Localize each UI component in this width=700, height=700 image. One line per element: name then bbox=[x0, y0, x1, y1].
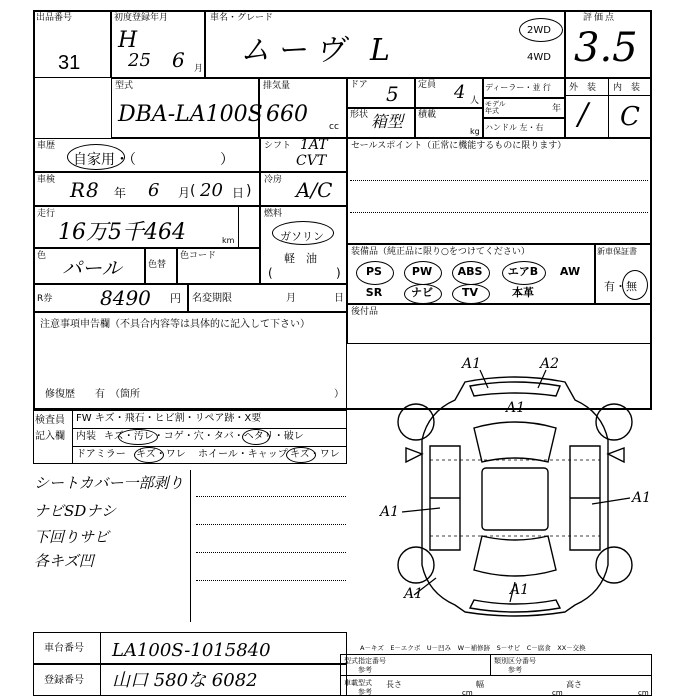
damage-mark-hood: A1 bbox=[506, 400, 526, 416]
repair-history-label: 修復歴 有 （箇所 bbox=[45, 389, 140, 400]
inspector-row-2-label: 内装 bbox=[76, 431, 96, 442]
notes-guide-1 bbox=[196, 496, 346, 497]
ps-circle bbox=[356, 261, 394, 285]
drive-2wd: 2WD bbox=[527, 25, 551, 36]
height-label: 高さ bbox=[566, 680, 582, 689]
mark-leader-left bbox=[402, 508, 440, 512]
inspector-circle-mirror bbox=[134, 447, 164, 463]
inspector-row-3a: ドアミラー bbox=[76, 449, 126, 460]
notes-guide-3 bbox=[196, 552, 346, 553]
fuel-diesel: 軽 油 bbox=[284, 252, 317, 265]
height-cm: cm bbox=[638, 689, 649, 697]
ac-label: 冷房 bbox=[264, 175, 283, 185]
damage-legend: A－キズ E－エクボ U－凹み W－補修跡 S－サビ C－腐食 XX－交換 bbox=[360, 644, 586, 652]
first-registration-month-unit: 月 bbox=[194, 64, 204, 74]
abs-circle bbox=[452, 261, 490, 285]
usage-value: 自家用・（ ） bbox=[73, 152, 234, 168]
ext-int-split bbox=[608, 78, 609, 138]
class-number-label: 類別区分番号 bbox=[494, 657, 536, 665]
equip-navi: ナビ bbox=[411, 286, 433, 299]
shape-value: 箱型 bbox=[371, 112, 404, 131]
displacement-label: 排気量 bbox=[263, 81, 291, 91]
reg-type-ref: 参考 bbox=[358, 688, 372, 696]
warranty-circle bbox=[622, 270, 648, 300]
model-year-unit: 年 bbox=[552, 104, 562, 114]
class-number-ref: 参考 bbox=[508, 666, 522, 674]
fuel-paren-close: ) bbox=[336, 266, 341, 280]
airbag-circle bbox=[502, 261, 546, 285]
fuel-paren: ( bbox=[268, 266, 273, 280]
inspector-row-1: FW キズ・飛石・ヒビ割・リペア跡・X要 bbox=[76, 413, 262, 424]
notes-guide-2 bbox=[196, 524, 346, 525]
rear-window bbox=[474, 536, 556, 576]
first-registration-year: 25 bbox=[128, 50, 151, 71]
equip-pw: PW bbox=[411, 265, 433, 278]
handwritten-note-4: 各キズ凹 bbox=[34, 552, 94, 570]
inspector-circle-wheel bbox=[286, 447, 316, 463]
inspection-day-unit: 日 bbox=[232, 186, 245, 200]
shift-value: 1AT bbox=[300, 137, 328, 153]
displacement-value: 660 bbox=[266, 102, 308, 127]
warranty-label: 新車保証書 bbox=[597, 247, 637, 256]
reg-type-label: 車載型式 bbox=[344, 679, 372, 687]
inspector-row-line-1 bbox=[72, 428, 347, 429]
right-mirror bbox=[608, 448, 624, 462]
sales-line-2 bbox=[350, 212, 648, 213]
type-designation-split bbox=[490, 654, 491, 675]
pw-circle bbox=[404, 261, 442, 285]
damage-mark-rear: A1 bbox=[510, 582, 530, 598]
rear-bumper bbox=[470, 600, 560, 612]
inspector-label-1: 検査員 bbox=[35, 415, 65, 426]
shape-label: 形状 bbox=[350, 110, 369, 120]
grade-value: 3.5 bbox=[574, 25, 638, 71]
grade-label: 評価点 bbox=[583, 13, 617, 23]
first-registration-era: H bbox=[118, 28, 138, 53]
inspector-split bbox=[72, 410, 73, 464]
exterior-grade: / bbox=[578, 97, 589, 132]
equip-ps: PS bbox=[366, 265, 382, 278]
recycle-value: 8490 bbox=[100, 286, 151, 310]
damage-mark-front-right: A2 bbox=[540, 356, 560, 372]
inspection-paren-open: ( bbox=[190, 183, 196, 199]
usage-circle bbox=[67, 144, 125, 170]
chassis-value: LA100S-1015840 bbox=[112, 640, 271, 661]
registration-split bbox=[100, 664, 101, 696]
equip-airbag: エアB bbox=[507, 265, 539, 278]
mark-leader-right bbox=[592, 498, 630, 504]
repair-history-close: ） bbox=[334, 389, 344, 400]
chassis-split bbox=[100, 632, 101, 664]
model-year-label: モデル年式 bbox=[485, 100, 506, 115]
damage-mark-left: A1 bbox=[380, 504, 400, 520]
cc-unit: cc bbox=[329, 122, 339, 132]
navi-circle bbox=[404, 284, 442, 304]
registration-label: 登録番号 bbox=[44, 675, 84, 686]
inspection-day: 20 bbox=[200, 180, 223, 201]
equip-sr: SR bbox=[365, 286, 383, 299]
type-designation-divider bbox=[340, 675, 652, 676]
model-name: ムーヴ L bbox=[240, 33, 398, 68]
fuel-value: ガソリン bbox=[280, 230, 324, 243]
inspection-paren-close: ) bbox=[246, 183, 252, 199]
notes-label: 注意事項申告欄（不具合内容等は具体的に記入して下さい） bbox=[40, 319, 310, 330]
name-change-day: 日 bbox=[334, 293, 344, 304]
name-change-month: 月 bbox=[286, 293, 296, 304]
color-change-label: 色替 bbox=[148, 260, 167, 270]
inspector-circle-interior bbox=[118, 429, 158, 445]
equipment-label: 装備品（純正品に限り○をつけてください） bbox=[351, 247, 530, 257]
color-code-label: 色コード bbox=[180, 251, 217, 261]
color-label: 色 bbox=[37, 251, 47, 261]
equip-tv: TV bbox=[461, 286, 479, 299]
sales-point-box bbox=[347, 138, 652, 244]
yen-unit: 円 bbox=[170, 292, 181, 305]
type-number-ref: 参考 bbox=[358, 666, 372, 674]
fuel-circle bbox=[272, 221, 334, 245]
lot-number-label: 出品番号 bbox=[36, 13, 73, 23]
door-label: ドア bbox=[350, 80, 368, 90]
usage-label: 車歴 bbox=[37, 141, 56, 151]
exterior-label: 外 装 bbox=[569, 83, 597, 93]
inspector-row-3c: ホイール・キャップ bbox=[198, 449, 288, 460]
windshield bbox=[474, 422, 556, 462]
inspection-year-unit: 年 bbox=[114, 186, 127, 200]
mileage-value: 16万5千464 bbox=[58, 220, 186, 245]
interior-grade: C bbox=[620, 102, 640, 132]
fuel-label: 燃料 bbox=[264, 209, 283, 219]
handwritten-note-1: シートカバー一部剥り bbox=[34, 474, 184, 492]
aftermarket-label: 後付品 bbox=[351, 307, 379, 317]
type-value: DBA-LA100S bbox=[118, 102, 263, 127]
handle-label: ハンドル 左・右 bbox=[485, 123, 544, 132]
front-bumper bbox=[470, 382, 560, 396]
handwritten-note-2: ナビSDナシ bbox=[34, 502, 117, 520]
inspection-label: 車検 bbox=[37, 175, 56, 185]
left-mirror bbox=[406, 448, 422, 462]
inspector-row-2: キズ・汚レ・コゲ・穴・タバ・ヘタリ・破レ bbox=[104, 431, 304, 442]
width-cm: cm bbox=[552, 689, 563, 697]
rear-right-wheel bbox=[596, 547, 632, 583]
inspection-box bbox=[33, 172, 260, 206]
name-change-label: 名変期限 bbox=[192, 293, 232, 304]
car-damage-diagram bbox=[370, 350, 660, 625]
inspector-circle-tabako bbox=[242, 429, 270, 445]
ac-value: A/C bbox=[296, 178, 333, 202]
drive-2wd-circle bbox=[519, 18, 563, 42]
shift-value-cvt: CVT bbox=[296, 153, 327, 169]
rear-left-wheel bbox=[398, 547, 434, 583]
interior-label: 内 装 bbox=[613, 83, 641, 93]
damage-mark-rear-left: A1 bbox=[404, 586, 424, 602]
inspector-row-3d: キズ・ワレ bbox=[290, 449, 340, 460]
first-registration-label: 初度登録年月 bbox=[114, 13, 169, 23]
notes-divider bbox=[190, 470, 191, 622]
length-cm: cm bbox=[462, 689, 473, 697]
inspection-month-unit: 月 bbox=[178, 186, 191, 200]
roof bbox=[482, 468, 548, 530]
inspector-label-2: 記入欄 bbox=[35, 431, 65, 442]
aftermarket-box bbox=[347, 304, 652, 344]
type-number-label: 型式指定番号 bbox=[344, 657, 386, 665]
damage-mark-right: A1 bbox=[632, 490, 652, 506]
inspector-row-3b: キズ・ワレ bbox=[136, 449, 186, 460]
capacity-unit: 人 bbox=[470, 96, 480, 106]
width-label: 幅 bbox=[476, 680, 484, 689]
damage-mark-front-left: A1 bbox=[462, 356, 482, 372]
tv-circle bbox=[452, 284, 490, 304]
sales-line-1 bbox=[350, 180, 648, 181]
registration-value: 山口 580な 6082 bbox=[112, 670, 258, 691]
chassis-label: 車台番号 bbox=[44, 643, 84, 654]
equip-leather: 本革 bbox=[512, 286, 534, 299]
inspection-era: R bbox=[70, 178, 86, 202]
first-registration-month: 6 bbox=[172, 48, 185, 72]
door-value: 5 bbox=[386, 82, 399, 106]
mileage-digit-line bbox=[238, 206, 239, 248]
model-label: 車名・グレード bbox=[210, 13, 274, 23]
recycle-label: R券 bbox=[37, 294, 53, 304]
mileage-label: 走行 bbox=[37, 209, 56, 219]
warranty-value: 有・無 bbox=[604, 280, 637, 293]
type-label: 型式 bbox=[115, 81, 134, 91]
drive-4wd: 4WD bbox=[527, 52, 551, 63]
dealer-label: ディーラー・並 行 bbox=[485, 83, 551, 92]
handwritten-note-3: 下回りサビ bbox=[34, 528, 110, 546]
length-label: 長さ bbox=[386, 680, 402, 689]
equip-abs: ABS bbox=[457, 265, 483, 278]
shift-label: シフト bbox=[264, 141, 292, 151]
color-value: パール bbox=[62, 256, 122, 280]
km-unit: km bbox=[222, 236, 235, 245]
capacity-label: 定員 bbox=[418, 80, 437, 90]
inspection-year: 8 bbox=[86, 178, 99, 202]
inspection-month: 6 bbox=[148, 180, 160, 201]
capacity-value: 4 bbox=[454, 82, 466, 103]
sales-point-label: セールスポイント（正常に機能するものに限ります） bbox=[351, 141, 567, 151]
equip-aw: AW bbox=[559, 265, 581, 278]
notes-guide-4 bbox=[196, 580, 346, 581]
load-label: 積載 bbox=[418, 110, 437, 120]
kg-unit: kg bbox=[470, 127, 480, 136]
lot-number: 31 bbox=[58, 52, 81, 74]
